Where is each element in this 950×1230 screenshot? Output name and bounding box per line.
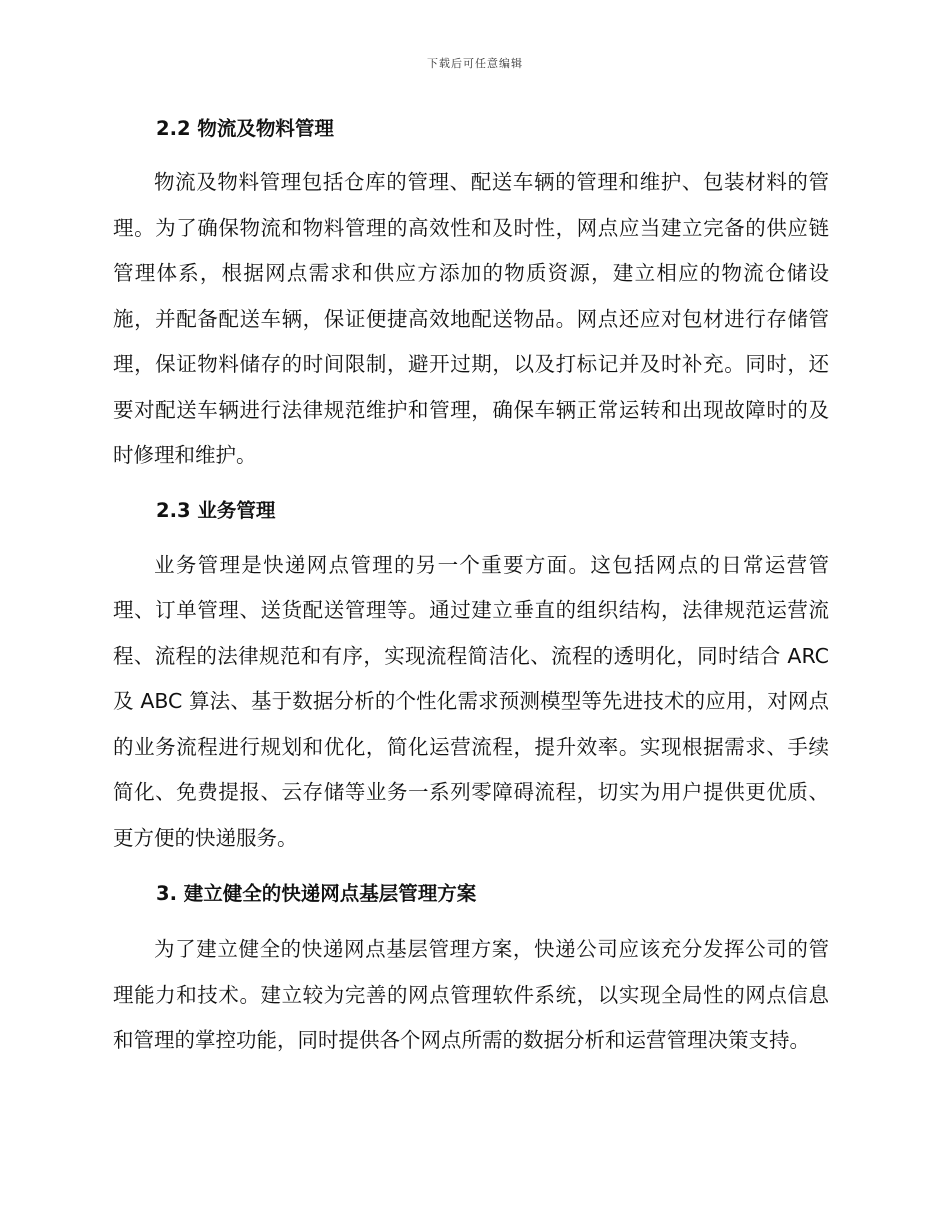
section-heading-2-2: 2.2 物流及物料管理 [156, 117, 334, 140]
section-paragraph-2-2: 物流及物料管理包括仓库的管理、配送车辆的管理和维护、包装材料的管理。为了确保物流和物料管理的高效性和及时性，网点应当建立完备的供应链管理体系，根据网点需求和供应方添加的物质资源，建立相应的物流仓储设施，并配备配送车辆，保证便捷高效地配送物品。网点还应对包材进行存储管理，保证物料储存的时间限制，避开过期，以及打标记并及时补充。同时，还要对配送车辆进行法律规范维护和管理，确保车辆正常运转和出现故障时的及时修理和维护。 [113, 170, 829, 467]
section-heading-3: 3. 建立健全的快递网点基层管理方案 [156, 882, 477, 905]
document-body [113, 108, 829, 1064]
section-paragraph-2-3: 业务管理是快递网点管理的另一个重要方面。这包括网点的日常运营管理、订单管理、送货配送管理等。通过建立垂直的组织结构，法律规范运营流程、流程的法律规范和有序，实现流程简洁化、流程的透明化，同时结合 ARC 及 ABC 算法、基于数据分析的个性化需求预测模型等先进技术的应用，对网点的业务流程进行规划和优化，简化运营流程，提升效率。实现根据需求、手续简化、免费提报、云存储等业务一系列零障碍流程，切实为用户提供更优质、更方便的快递服务。 [113, 552, 829, 850]
section-heading-2-3: 2.3 业务管理 [156, 498, 276, 522]
section-paragraph-3: 为了建立健全的快递网点基层管理方案，快递公司应该充分发挥公司的管理能力和技术。建立较为完善的网点管理软件系统，以实现全局性的网点信息和管理的掌控功能，同时提供各个网点所需的数据分析和运营管理决策支持。 [113, 937, 829, 1052]
header-note: 下载后可任意编辑 [427, 57, 523, 70]
